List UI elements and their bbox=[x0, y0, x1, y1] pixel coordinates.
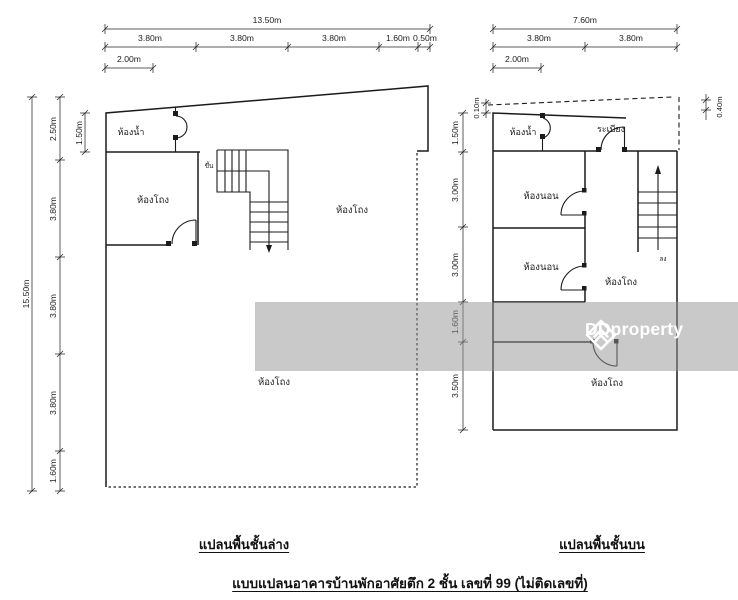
dim-ground-top-2: 3.80m bbox=[322, 33, 346, 43]
upper-left-dimensions bbox=[450, 94, 724, 433]
upper-floor-caption: แปลนพื้นชั้นบน bbox=[559, 537, 645, 552]
room-label-bathroom-upper: ห้องน้ำ bbox=[509, 127, 537, 137]
stair-down-arrow bbox=[266, 245, 272, 253]
bedroom1-door bbox=[561, 188, 587, 216]
dim-upper-top-1: 3.80m bbox=[619, 33, 643, 43]
stair-direction-label: ขึ้น bbox=[204, 163, 214, 170]
dim-ground-total-height: 15.50m bbox=[21, 279, 31, 309]
ground-top-dimensions bbox=[102, 15, 437, 73]
brand-name: DDproperty bbox=[585, 319, 684, 339]
upper-top-dimensions bbox=[490, 15, 680, 73]
room-label-hall-left: ห้องโถง bbox=[136, 195, 170, 206]
room-label-hall-main-upper: ห้องโถง bbox=[604, 277, 638, 288]
dim-ground-left-2: 3.80m bbox=[48, 294, 58, 318]
upper-staircase bbox=[638, 165, 677, 263]
room-label-bedroom-1: ห้องนอน bbox=[523, 191, 559, 202]
ground-hall-door bbox=[166, 220, 197, 246]
dim-upper-left-2: 3.00m bbox=[450, 253, 460, 277]
room-label-hall-bottom-upper: ห้องโถง bbox=[590, 378, 624, 389]
ground-bathroom-door bbox=[173, 107, 187, 152]
dim-ground-bath-strip: 1.50m bbox=[74, 121, 84, 145]
dim-ground-top-3: 1.60m bbox=[386, 33, 410, 43]
watermark-logo bbox=[585, 319, 683, 340]
dim-upper-entry: 2.00m bbox=[505, 54, 529, 64]
dim-upper-left-0: 1.50m bbox=[450, 121, 460, 145]
dim-ground-top-4: 0.50m bbox=[413, 33, 437, 43]
room-label-bedroom-2: ห้องนอน bbox=[523, 262, 559, 273]
room-label-balcony: ระเบียง bbox=[596, 124, 626, 134]
dim-upper-roof-offset-right: 0.40m bbox=[715, 96, 724, 118]
dim-ground-left-0: 2.50m bbox=[48, 117, 58, 141]
stair-up-arrow bbox=[655, 165, 661, 174]
dim-ground-total-width: 13.50m bbox=[252, 15, 282, 25]
upper-bathroom-door bbox=[540, 113, 550, 151]
room-label-bathroom: ห้องน้ำ bbox=[117, 127, 145, 137]
room-label-hall-bottom: ห้องโถง bbox=[257, 377, 291, 388]
watermark-band bbox=[255, 302, 738, 371]
dim-upper-top-0: 3.80m bbox=[527, 33, 551, 43]
dim-upper-left-4: 3.50m bbox=[450, 374, 460, 398]
dim-ground-left-3: 3.80m bbox=[48, 391, 58, 415]
dim-ground-left-4: 1.60m bbox=[48, 459, 58, 483]
ddproperty-logo-icon bbox=[585, 319, 617, 351]
ground-left-dimensions bbox=[21, 94, 90, 494]
dim-ground-left-1: 3.80m bbox=[48, 197, 58, 221]
dim-upper-left-1: 3.00m bbox=[450, 178, 460, 202]
upper-roof-outline bbox=[488, 97, 679, 150]
room-label-hall-main: ห้องโถง bbox=[335, 205, 369, 216]
ground-staircase bbox=[205, 150, 288, 253]
dim-ground-entry: 2.00m bbox=[117, 54, 141, 64]
stair-direction-label: ลง bbox=[659, 256, 667, 263]
dim-ground-top-1: 3.80m bbox=[230, 33, 254, 43]
bedroom2-door bbox=[561, 263, 587, 291]
drawing-title: แบบแปลนอาคารบ้านพักอาศัยตึก 2 ชั้น เลขที่ 99 (ไม่ติดเลขที่) bbox=[232, 576, 588, 591]
dim-upper-roof-offset-left: 0.10m bbox=[472, 97, 481, 119]
ground-floor-plan bbox=[21, 15, 437, 494]
ground-floor-caption: แปลนพื้นชั้นล่าง bbox=[198, 537, 290, 552]
dim-ground-top-0: 3.80m bbox=[138, 33, 162, 43]
ground-outer-walls bbox=[106, 86, 428, 487]
dim-upper-total-width: 7.60m bbox=[573, 15, 597, 25]
